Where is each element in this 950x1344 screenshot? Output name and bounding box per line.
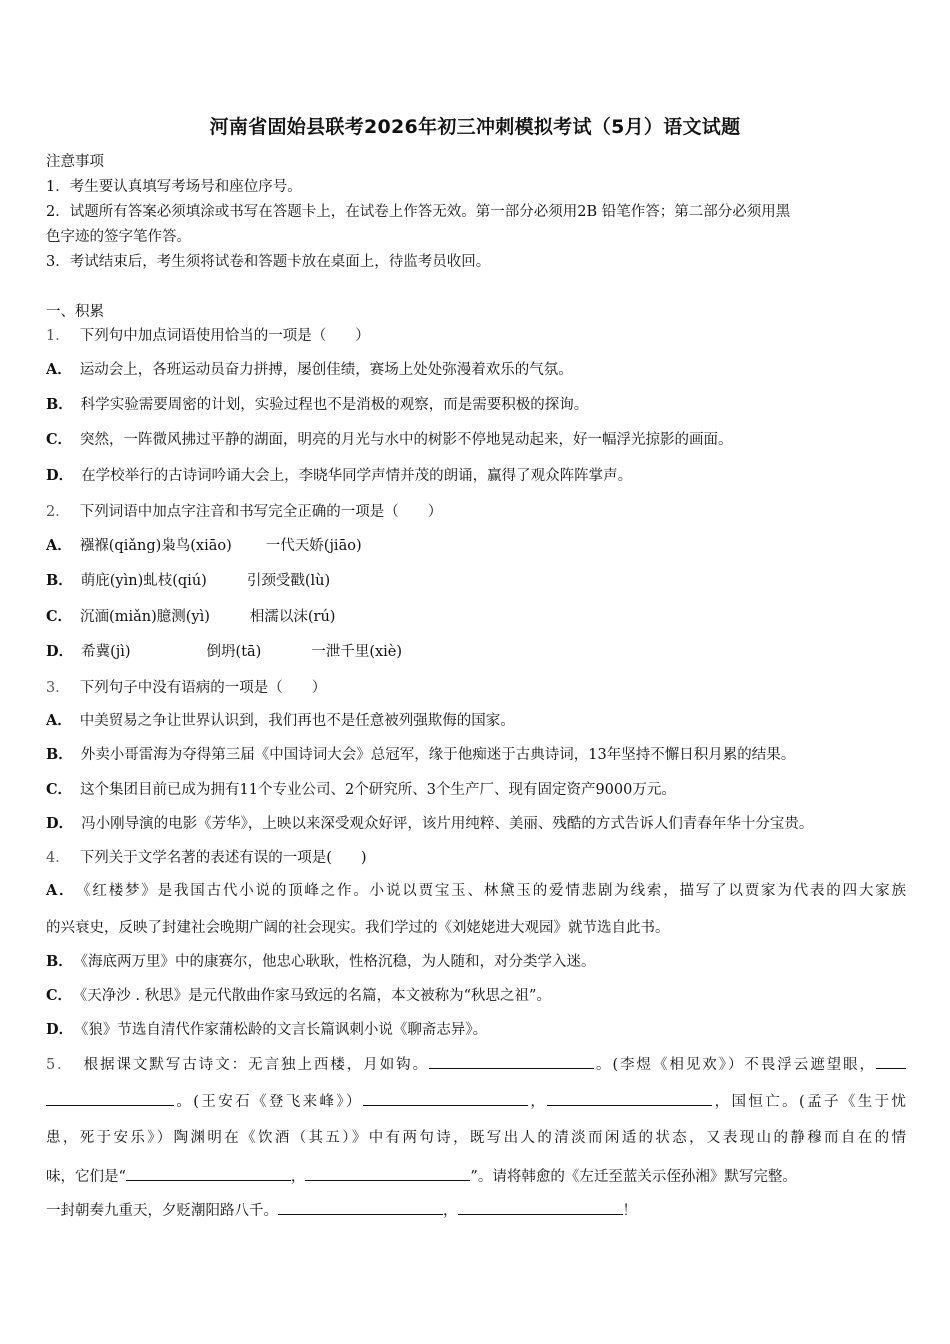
q1-option-a (46, 360, 573, 380)
q1-option-c (46, 430, 733, 450)
option-text: 《红楼梦》是我国古代小说的顶峰之作。小说以贾宝玉、林黛玉的爱情悲剧为线索，描写了以贾家为代表的四大家族 (83, 883, 906, 899)
q3-option-c (46, 780, 676, 800)
option-text: 《海底两万里》中的康赛尔，他忠心耿耿，性格沉稳，为人随和，对分类学入迷。 (80, 954, 596, 970)
question-stem: 下列词语中加点字注音和书写完全正确的一项是（ ） (79, 504, 443, 520)
option-text: 襁褓(qiǎng)枭鸟(xiāo) (79, 538, 232, 554)
question-text: ， (527, 1094, 548, 1110)
option-label: D． (46, 643, 74, 660)
option-text: 一泄千里(xiè) (311, 644, 403, 660)
question-1 (46, 326, 370, 346)
section-heading: 一、积累 (46, 304, 104, 320)
q2-option-c (46, 607, 335, 627)
q4-option-a (46, 881, 906, 901)
question-number: 5． (46, 1057, 74, 1073)
answer-blank[interactable] (278, 1200, 443, 1215)
q3-option-b (46, 745, 795, 765)
option-label: D． (46, 467, 74, 484)
option-text: 《狼》节选自清代作家蒲松龄的文言长篇讽刺小说《聊斋志异》。 (81, 1022, 488, 1038)
option-label: A． (46, 361, 72, 378)
answer-blank[interactable] (363, 1091, 528, 1106)
q4-option-c (46, 986, 551, 1006)
option-label: A． (46, 537, 72, 554)
notice-item: 色字迹的签字笔作答。 (46, 229, 191, 245)
option-text: 这个集团目前已成为拥有11个专业公司、2个研究所、3个生产厂、现有固定资产9000万元。 (80, 782, 676, 798)
option-label: D． (46, 1021, 74, 1038)
question-number: 3． (46, 680, 70, 696)
question-number: 1． (46, 328, 70, 344)
option-label: C． (46, 431, 73, 448)
question-number: 2． (46, 504, 70, 520)
option-text: 冯小刚导演的电影《芳华》，上映以来深受观众好评，该片用纯粹、美丽、残酷的方式告诉人们青春年华十分宝贵。 (81, 816, 814, 832)
question-text: ， (290, 1169, 306, 1185)
option-label: B． (46, 572, 73, 589)
notice-item: 1．考生要认真填写考场号和座位序号。 (46, 179, 302, 195)
option-text: 沉湎(miǎn)臆测(yì) (80, 609, 210, 625)
q2-option-a (46, 536, 362, 556)
option-text: 运动会上，各班运动员奋力拼搏，屡创佳绩，赛场上处处弥漫着欢乐的气氛。 (79, 362, 573, 378)
option-label: A． (46, 712, 72, 729)
q3-option-a (46, 711, 515, 731)
question-5-line-3: 患，死于安乐》）陶渊明在《饮酒（其五）》中有两句诗，既写出人的清淡而闲适的状态，又表现山的静穆而自在的情 (46, 1130, 906, 1146)
question-text: ”。请将韩愈的《左迁至蓝关示侄孙湘》默写完整。 (470, 1169, 797, 1185)
q2-option-d (46, 642, 402, 662)
question-5-line-5 (46, 1200, 637, 1221)
question-text: ！ (622, 1203, 637, 1219)
q4-option-a-continued: 的兴衰史，反映了封建社会晚期广阔的社会现实。我们学过的《刘姥姥进大观园》就节选自此书。 (46, 920, 670, 936)
option-label: B． (46, 953, 73, 970)
q4-option-b (46, 952, 596, 972)
answer-blank[interactable] (126, 1166, 291, 1181)
q4-option-d (46, 1020, 487, 1040)
question-text: 。(王安石《登飞来峰》） (174, 1094, 363, 1110)
notice-item: 2．试题所有答案必须填涂或书写在答题卡上，在试卷上作答无效。第一部分必须用2B 铅笔作答；第二部分必须用黑 (46, 204, 791, 220)
answer-blank[interactable] (876, 1054, 906, 1069)
option-text: 引颈受戳(lù) (246, 573, 331, 589)
q1-option-b (46, 395, 588, 415)
option-label: D． (46, 815, 74, 832)
question-5 (46, 1054, 906, 1075)
q2-option-b (46, 571, 330, 591)
question-2 (46, 502, 442, 522)
question-text: 根据课文默写古诗文：无言独上西楼，月如钩。 (83, 1057, 430, 1073)
option-label: C． (46, 987, 73, 1004)
option-label: A． (46, 882, 76, 899)
option-text: 希冀(jì) (81, 644, 131, 660)
answer-blank[interactable] (305, 1166, 470, 1181)
question-text: 一封朝奏九重天，夕贬潮阳路八千。 (46, 1203, 278, 1219)
answer-blank[interactable] (547, 1091, 712, 1106)
question-5-line-2 (46, 1091, 906, 1112)
question-text: 。(李煜《相见欢》）不畏浮云遮望眼， (594, 1057, 876, 1073)
option-text: 相濡以沫(rú) (249, 609, 336, 625)
option-text: 倒坍(tā) (206, 644, 262, 660)
option-text: 外卖小哥雷海为夺得第三届《中国诗词大会》总冠军，缘于他痴迷于古典诗词，13年坚持不懈日积月累的结果。 (80, 747, 796, 763)
question-stem: 下列句子中没有语病的一项是（ ） (79, 680, 327, 696)
answer-blank[interactable] (458, 1200, 623, 1215)
question-5-line-4 (46, 1166, 797, 1187)
question-text: ， (443, 1203, 458, 1219)
question-text: ，国恒亡。(孟子《生于忧 (712, 1094, 907, 1110)
option-text: 科学实验需要周密的计划，实验过程也不是消极的观察，而是需要积极的探询。 (80, 397, 589, 413)
notice-heading: 注意事项 (46, 154, 104, 170)
option-text: 中美贸易之争让世界认识到，我们再也不是任意被列强欺侮的国家。 (79, 713, 515, 729)
answer-blank[interactable] (46, 1091, 174, 1106)
notice-item: 3．考试结束后，考生须将试卷和答题卡放在桌面上，待监考员收回。 (46, 254, 491, 270)
question-text: 味，它们是“ (46, 1169, 126, 1185)
option-label: C． (46, 608, 73, 625)
option-label: C． (46, 781, 73, 798)
question-3 (46, 678, 326, 698)
question-stem: 下列句中加点词语使用恰当的一项是（ ） (79, 328, 370, 344)
option-text: 在学校举行的古诗词吟诵大会上，李晓华同学声情并茂的朗诵，赢得了观众阵阵掌声。 (81, 468, 633, 484)
option-text: 萌庇(yìn)虬枝(qiú) (80, 573, 207, 589)
question-stem: 下列关于文学名著的表述有误的一项是( ) (79, 850, 367, 866)
option-label: B． (46, 746, 73, 763)
option-text: 一代天娇(jiāo) (265, 538, 362, 554)
page-title: 河南省固始县联考2026年初三冲刺模拟考试（5月）语文试题 (209, 116, 741, 138)
option-text: 突然，一阵微风拂过平静的湖面，明亮的月光与水中的树影不停地晃动起来，好一幅浮光掠影的画面。 (80, 432, 733, 448)
question-4 (46, 848, 367, 868)
question-number: 4． (46, 850, 70, 866)
option-text: 《天净沙 . 秋思》是元代散曲作家马致远的名篇，本文被称为“秋思之祖”。 (80, 988, 551, 1004)
answer-blank[interactable] (429, 1054, 594, 1069)
q3-option-d (46, 814, 813, 834)
option-label: B． (46, 396, 73, 413)
q1-option-d (46, 466, 632, 486)
